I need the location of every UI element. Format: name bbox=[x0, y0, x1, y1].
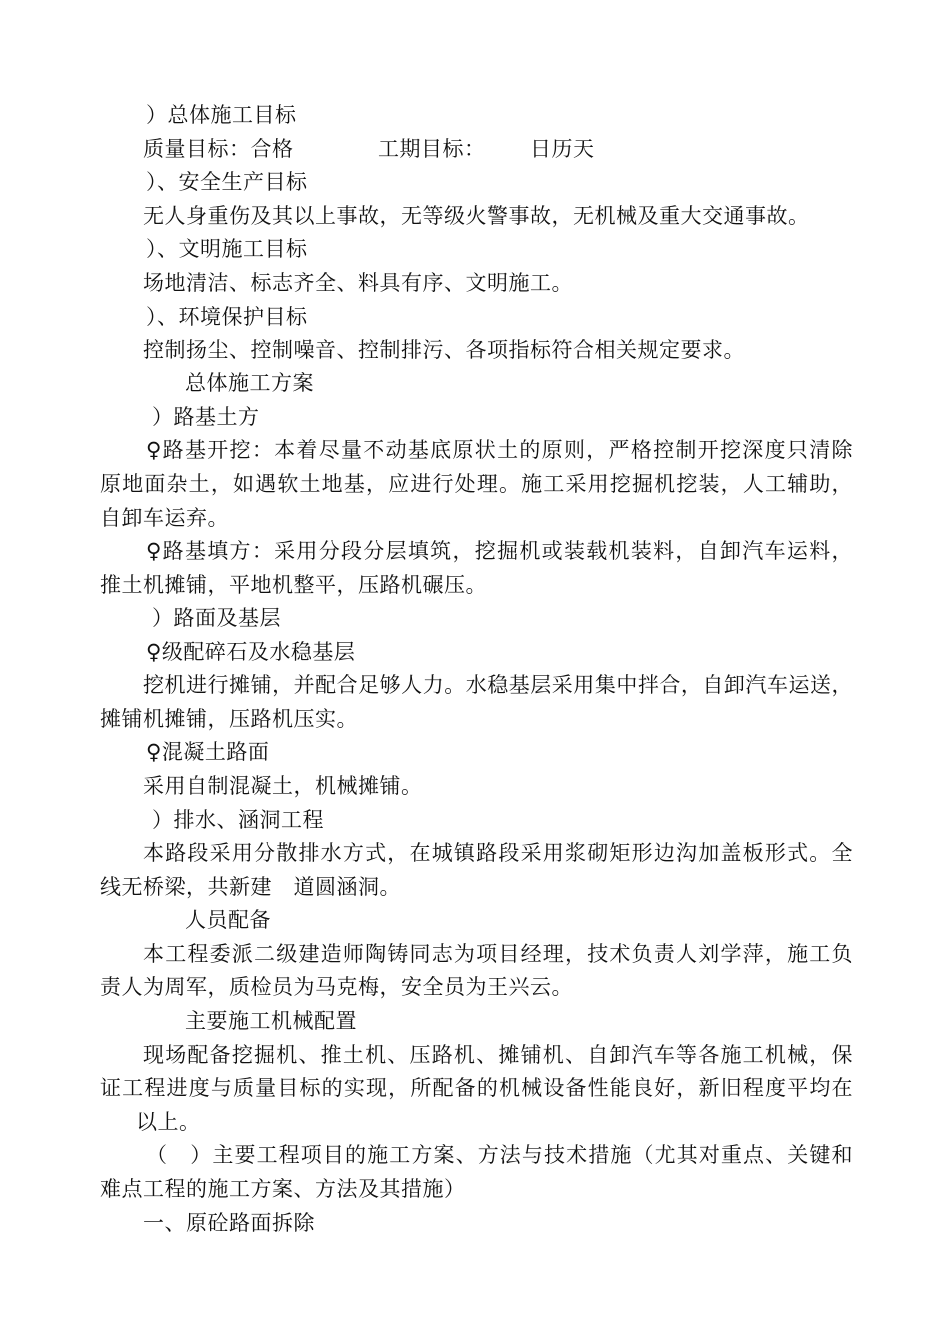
staffing-line-2: 责人为周军，质检员为马克梅，安全员为王兴云。 bbox=[100, 975, 573, 999]
subgrade-fill-line-1: ♀路基填方：采用分段分层填筑，挖掘机或装载机装料，自卸汽车运料， bbox=[146, 539, 853, 563]
staffing-line-1: 本工程委派二级建造师陶铸同志为项目经理，技术负责人刘学萍，施工负 bbox=[143, 942, 853, 966]
graded-gravel-line-2: 摊铺机摊铺，压路机压实。 bbox=[100, 707, 358, 731]
heading-overall-plan: 总体施工方案 bbox=[185, 371, 314, 395]
graded-gravel-line-1: 挖机进行摊铺，并配合足够人力。水稳基层采用集中拌合，自卸汽车运送， bbox=[143, 673, 853, 697]
subgrade-excavation-line-2: 原地面杂土，如遇软土地基，应进行处理。施工采用挖掘机挖装，人工辅助， bbox=[100, 472, 853, 496]
main-project-heading-line-2: 难点工程的施工方案、方法及其措施） bbox=[100, 1177, 466, 1201]
concrete-pavement-heading: ♀混凝土路面 bbox=[146, 740, 270, 764]
graded-gravel-heading: ♀级配碎石及水稳基层 bbox=[146, 640, 356, 664]
heading-concrete-removal: 一、原砼路面拆除 bbox=[143, 1211, 315, 1235]
quality-goal: 质量目标：合格 bbox=[143, 137, 294, 161]
subgrade-excavation-line-1: ♀路基开挖：本着尽量不动基底原状土的原则，严格控制开挖深度只清除 bbox=[146, 438, 853, 462]
machinery-line-1: 现场配备挖掘机、推土机、压路机、摊铺机、自卸汽车等各施工机械，保 bbox=[143, 1043, 853, 1067]
heading-pavement-base: ）路面及基层 bbox=[152, 606, 281, 630]
schedule-goal-unit: 日历天 bbox=[530, 137, 595, 161]
heading-environment-goal: ）、环境保护目标 bbox=[146, 305, 308, 329]
concrete-pavement-text: 采用自制混凝土，机械摊铺。 bbox=[143, 774, 423, 798]
subgrade-fill-line-2: 推土机摊铺，平地机整平，压路机碾压。 bbox=[100, 573, 487, 597]
heading-safety-goal: ）、安全生产目标 bbox=[146, 170, 308, 194]
heading-staffing: 人员配备 bbox=[185, 908, 271, 932]
heading-machinery: 主要施工机械配置 bbox=[185, 1009, 357, 1033]
civilized-goal-text: 场地清洁、标志齐全、料具有序、文明施工。 bbox=[143, 271, 573, 295]
drainage-line-2: 线无桥梁，共新建 道圆涵洞。 bbox=[100, 875, 401, 899]
heading-overall-goal: ）总体施工目标 bbox=[146, 103, 297, 127]
drainage-line-1: 本路段采用分散排水方式，在城镇路段采用浆砌矩形边沟加盖板形式。全 bbox=[143, 841, 853, 865]
environment-goal-text: 控制扬尘、控制噪音、控制排污、各项指标符合相关规定要求。 bbox=[143, 338, 745, 362]
heading-civilized-goal: ）、文明施工目标 bbox=[146, 237, 308, 261]
main-project-heading-line-1: （ ）主要工程项目的施工方案、方法与技术措施（尤其对重点、关键和 bbox=[146, 1143, 853, 1167]
machinery-line-2: 证工程进度与质量目标的实现，所配备的机械设备性能良好，新旧程度平均在 bbox=[100, 1076, 853, 1100]
heading-subgrade-earthwork: ）路基土方 bbox=[152, 405, 260, 429]
schedule-goal-label: 工期目标： bbox=[378, 137, 486, 161]
safety-goal-text: 无人身重伤及其以上事故，无等级火警事故，无机械及重大交通事故。 bbox=[143, 204, 810, 228]
subgrade-excavation-line-3: 自卸车运弃。 bbox=[100, 506, 229, 530]
machinery-line-3: 以上。 bbox=[136, 1110, 201, 1134]
heading-drainage-culvert: ）排水、涵洞工程 bbox=[152, 808, 324, 832]
